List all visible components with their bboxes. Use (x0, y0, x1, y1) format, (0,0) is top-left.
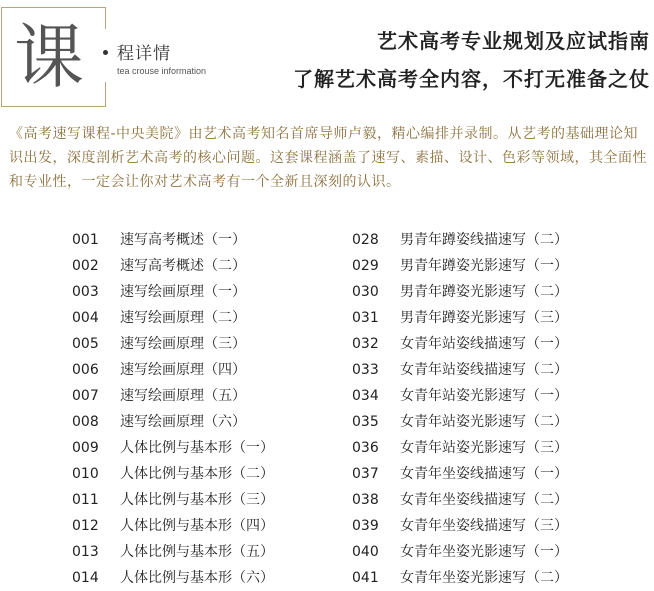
header-subtitle-cn: 程详情 (117, 44, 171, 64)
lesson-title: 人体比例与基本形（一） (120, 440, 274, 456)
lesson-row (72, 461, 274, 487)
lesson-title: 男青年蹲姿光影速写（三） (400, 310, 568, 326)
lesson-title: 速写绘画原理（四） (120, 362, 246, 378)
lesson-number: 030 (352, 284, 379, 300)
lesson-number: 041 (352, 570, 379, 586)
lesson-list-right (352, 227, 568, 591)
lesson-number: 029 (352, 258, 379, 274)
lesson-title: 人体比例与基本形（四） (120, 518, 274, 534)
lesson-row (352, 409, 568, 435)
slogan-secondary: 了解艺术高考全内容，不打无准备之仗 (293, 67, 650, 91)
lesson-title: 人体比例与基本形（二） (120, 466, 274, 482)
lesson-row (72, 487, 274, 513)
lesson-row (352, 435, 568, 461)
lesson-row (352, 383, 568, 409)
lesson-row (352, 487, 568, 513)
bullet-dot-icon (103, 50, 108, 55)
lesson-title: 人体比例与基本形（六） (120, 570, 274, 586)
lesson-title: 人体比例与基本形（五） (120, 544, 274, 560)
header-big-char: 课 (14, 16, 84, 98)
lesson-number: 037 (352, 466, 379, 482)
lesson-title: 女青年站姿光影速写（二） (400, 414, 568, 430)
lesson-title: 速写高考概述（二） (120, 258, 246, 274)
lesson-row (352, 279, 568, 305)
lesson-title: 女青年坐姿光影速写（一） (400, 544, 568, 560)
lesson-title: 速写绘画原理（一） (120, 284, 246, 300)
lesson-number: 032 (352, 336, 379, 352)
slogan-primary: 艺术高考专业规划及应试指南 (377, 29, 650, 53)
lesson-title: 速写绘画原理（三） (120, 336, 246, 352)
lesson-title: 女青年站姿线描速写（二） (400, 362, 568, 378)
lesson-number: 005 (72, 336, 99, 352)
lesson-title: 女青年站姿光影速写（一） (400, 388, 568, 404)
lesson-title: 速写绘画原理（五） (120, 388, 246, 404)
lesson-title: 速写高考概述（一） (120, 232, 246, 248)
lesson-row (72, 565, 274, 591)
lesson-number: 004 (72, 310, 99, 326)
lesson-number: 039 (352, 518, 379, 534)
lesson-title: 女青年坐姿线描速写（一） (400, 466, 568, 482)
lesson-row (72, 539, 274, 565)
lesson-row (352, 539, 568, 565)
lesson-title: 男青年蹲姿光影速写（一） (400, 258, 568, 274)
lesson-list-left (72, 227, 274, 591)
lesson-number: 036 (352, 440, 379, 456)
header-subtitle-en: tea crouse information (117, 66, 207, 76)
lesson-number: 035 (352, 414, 379, 430)
lesson-row (352, 227, 568, 253)
lesson-row (72, 279, 274, 305)
lesson-row (72, 357, 274, 383)
course-intro: 《高考速写课程-中央美院》由艺术高考知名首席导师卢毅，精心编排并录制。从艺考的基础理论知识出发，深度剖析艺术高考的核心问题。这套课程涵盖了速写、素描、设计、色彩等领域，其全面性和专业性，一定会让你对艺术高考有一个全新且深刻的认识。 (9, 126, 647, 190)
lesson-title: 女青年站姿光影速写（三） (400, 440, 568, 456)
lesson-row (352, 305, 568, 331)
lesson-row (72, 305, 274, 331)
lesson-number: 012 (72, 518, 99, 534)
lesson-title: 女青年坐姿线描速写（二） (400, 492, 568, 508)
lesson-title: 女青年站姿线描速写（一） (400, 336, 568, 352)
course-header (0, 0, 654, 110)
lesson-row (352, 565, 568, 591)
lesson-title: 女青年坐姿线描速写（三） (400, 518, 568, 534)
lesson-number: 011 (72, 492, 99, 508)
lesson-number: 009 (72, 440, 99, 456)
lesson-title: 男青年蹲姿光影速写（二） (400, 284, 568, 300)
lesson-number: 006 (72, 362, 99, 378)
lesson-number: 033 (352, 362, 379, 378)
lesson-row (352, 461, 568, 487)
lesson-row (352, 357, 568, 383)
lesson-row (72, 435, 274, 461)
lesson-row (72, 409, 274, 435)
lesson-title: 女青年坐姿光影速写（二） (400, 570, 568, 586)
frame-edge-bottom (105, 82, 106, 106)
lesson-number: 002 (72, 258, 99, 274)
lesson-row (72, 331, 274, 357)
lesson-row (72, 513, 274, 539)
lesson-number: 001 (72, 232, 99, 248)
lesson-number: 003 (72, 284, 99, 300)
lesson-number: 038 (352, 492, 379, 508)
lesson-title: 人体比例与基本形（三） (120, 492, 274, 508)
lesson-title: 速写绘画原理（六） (120, 414, 246, 430)
lesson-number: 008 (72, 414, 99, 430)
lesson-row (72, 253, 274, 279)
frame-edge-top (105, 7, 106, 29)
lesson-number: 014 (72, 570, 99, 586)
lesson-number: 031 (352, 310, 379, 326)
lesson-number: 034 (352, 388, 379, 404)
lesson-row (352, 331, 568, 357)
lesson-number: 028 (352, 232, 379, 248)
lesson-number: 040 (352, 544, 379, 560)
lesson-number: 013 (72, 544, 99, 560)
lesson-number: 010 (72, 466, 99, 482)
lesson-title: 男青年蹲姿线描速写（二） (400, 232, 568, 248)
lesson-row (352, 253, 568, 279)
lesson-number: 007 (72, 388, 99, 404)
lesson-title: 速写绘画原理（二） (120, 310, 246, 326)
lesson-row (72, 227, 274, 253)
lesson-row (72, 383, 274, 409)
lesson-row (352, 513, 568, 539)
